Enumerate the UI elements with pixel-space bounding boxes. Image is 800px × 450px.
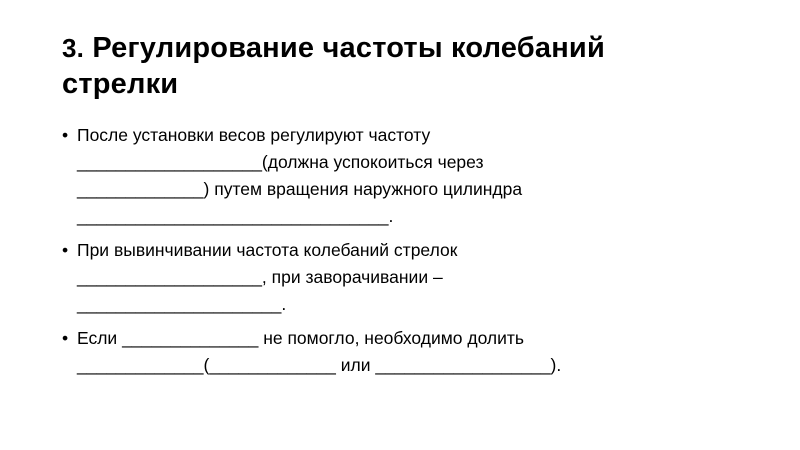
bullet-line: ___________________(должна успокоиться через [77, 152, 484, 172]
bullet-line: ___________________, при заворачивании – [77, 267, 443, 287]
title-line-1: Регулирование частоты колебаний [92, 32, 605, 64]
slide-title [62, 30, 782, 102]
title-line-2: стрелки [62, 68, 179, 100]
bullet-line: • При вывинчивании частота колебаний стрелок [77, 240, 458, 260]
bullet-item [62, 122, 762, 230]
bullet-line: _____________________. [77, 294, 287, 314]
title-number: 3. [62, 33, 85, 63]
bullet-line: • Если ______________ не помогло, необходимо долить [77, 328, 525, 348]
bullet-line: _____________(_____________ или __________________). [77, 355, 562, 375]
bullet-item [62, 237, 762, 318]
bullet-list [62, 122, 762, 386]
bullet-line: • После установки весов регулируют частоту [77, 125, 431, 145]
bullet-item [62, 325, 762, 379]
bullet-line: _____________) путем вращения наружного цилиндра [77, 179, 523, 199]
bullet-line: ________________________________. [77, 206, 394, 226]
